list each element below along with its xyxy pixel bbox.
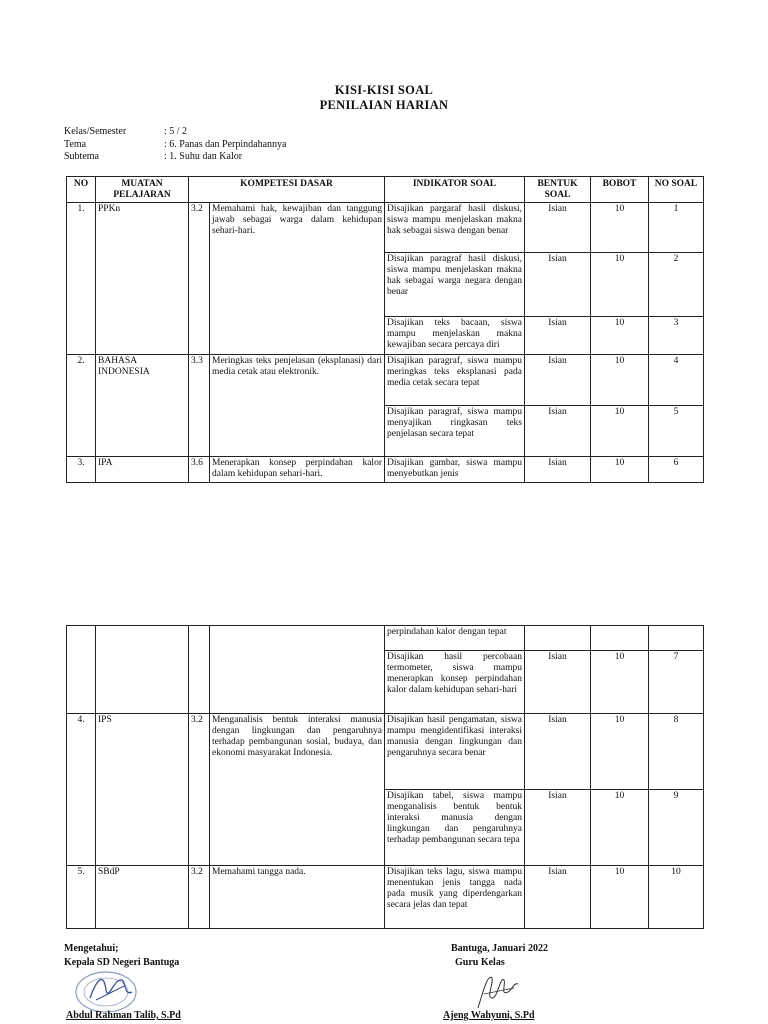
signature-left-line2: Kepala SD Negeri Bantuga — [64, 957, 180, 968]
meta-kelas — [64, 126, 187, 137]
signature-left-block — [64, 942, 179, 970]
row-bobot: 10 — [591, 253, 649, 317]
row-nosoal: 3 — [649, 317, 704, 355]
row-kd-text: Memahami hak, kewajiban dan tanggung jawab sebagai warga dalam kehidupan sehari-hari. — [210, 203, 385, 355]
empty-cell — [591, 626, 649, 651]
empty-cell — [189, 626, 210, 714]
row-muatan: IPS — [96, 714, 189, 866]
row-nosoal: 10 — [649, 866, 704, 929]
meta-label: Tema — [64, 139, 87, 150]
signature-right-line1: Bantuga, Januari 2022 — [451, 943, 548, 954]
row-indikator: Disajikan paragraf, siswa mampu menyajikan ringkasan teks penjelasan secara tepat — [385, 406, 525, 457]
empty-cell — [525, 626, 591, 651]
row-bobot: 10 — [591, 355, 649, 406]
school-stamp-signature — [66, 968, 166, 1014]
row-bobot: 10 — [591, 203, 649, 253]
row-nosoal: 9 — [649, 790, 704, 866]
row-kd-text: Meringkas teks penjelasan (eksplanasi) dari media cetak atau elektronik. — [210, 355, 385, 457]
row-bobot: 10 — [591, 790, 649, 866]
row-kd-no: 3.2 — [189, 714, 210, 866]
teacher-name: Ajeng Wahyuni, S.Pd — [443, 1010, 535, 1021]
row-kd-no: 3.2 — [189, 866, 210, 929]
empty-cell — [649, 626, 704, 651]
headmaster-name: Abdul Rahman Talib, S.Pd — [66, 1010, 181, 1021]
row-no: 3. — [67, 457, 96, 483]
row-indikator: Disajikan hasil pengamatan, siswa mampu mengidentifikasi interaksi manusia dengan lingkungan dan pengaruhnya secara benar — [385, 714, 525, 790]
row-nosoal: 7 — [649, 651, 704, 714]
header-no: NO — [67, 177, 96, 203]
row-bobot: 10 — [591, 651, 649, 714]
row-bentuk: Isian — [525, 651, 591, 714]
row-indikator: Disajikan pargaraf hasil diskusi, siswa mampu menjelaskan makna hak sebagai siswa dengan benar — [385, 203, 525, 253]
header-nosoal: NO SOAL — [649, 177, 704, 203]
row-indikator: Disajikan tabel, siswa mampu menganalisis bentuk bentuk interaksi manusia dengan lingkungan dan pengaruhnya terhadap pembangunan secara tepa — [385, 790, 525, 866]
table-row — [67, 866, 704, 929]
row-muatan: IPA — [96, 457, 189, 483]
row-bobot: 10 — [591, 714, 649, 790]
row-kd-no: 3.2 — [189, 203, 210, 355]
meta-tema — [64, 139, 286, 150]
row-bentuk: Isian — [525, 790, 591, 866]
row-nosoal: 2 — [649, 253, 704, 317]
row-indikator: Disajikan gambar, siswa mampu menyebutkan jenis — [385, 457, 525, 483]
row-kd-text: Menerapkan konsep perpindahan kalor dalam kehidupan sehari-hari. — [210, 457, 385, 483]
row-indikator: Disajikan teks bacaan, siswa mampu menjelaskan makna kewajiban secara percaya diri — [385, 317, 525, 355]
row-muatan: SBdP — [96, 866, 189, 929]
document-subtitle: PENILAIAN HARIAN — [319, 98, 449, 112]
meta-label: Kelas/Semester — [64, 126, 127, 137]
signature-right-line2: Guru Kelas — [455, 957, 505, 968]
row-muatan: PPKn — [96, 203, 189, 355]
row-indikator: Disajikan paragraf hasil diskusi, siswa mampu menjelaskan makna hak sebagai warga negara dengan benar — [385, 253, 525, 317]
row-no: 5. — [67, 866, 96, 929]
row-indikator: Disajikan hasil percobaan termometer, siswa mampu menerapkan konsep perpindahan kalor dalam kehidupan sehari-hari — [385, 651, 525, 714]
row-no: 4. — [67, 714, 96, 866]
row-nosoal: 1 — [649, 203, 704, 253]
row-bobot: 10 — [591, 406, 649, 457]
row-kd-no: 3.3 — [189, 355, 210, 457]
meta-subtema — [64, 151, 242, 162]
row-muatan: BAHASA INDONESIA — [96, 355, 189, 457]
row-kd-text: Memahami tangga nada. — [210, 866, 385, 929]
row-bobot: 10 — [591, 866, 649, 929]
row-bobot: 10 — [591, 457, 649, 483]
header-muatan: MUATAN PELAJARAN — [96, 177, 189, 203]
row-nosoal: 8 — [649, 714, 704, 790]
kisi-kisi-table-page1 — [66, 176, 704, 483]
signature-right-block — [451, 942, 548, 970]
document-title: KISI-KISI SOAL — [334, 83, 434, 97]
row-indikator: perpindahan kalor dengan tepat — [385, 626, 525, 651]
row-bentuk: Isian — [525, 253, 591, 317]
row-nosoal: 6 — [649, 457, 704, 483]
teacher-signature — [470, 968, 530, 1012]
row-no: 1. — [67, 203, 96, 355]
table-header — [67, 177, 704, 203]
row-nosoal: 5 — [649, 406, 704, 457]
empty-cell — [67, 626, 96, 714]
header-indikator: INDIKATOR SOAL — [385, 177, 525, 203]
meta-label: Subtema — [64, 151, 99, 162]
row-bobot: 10 — [591, 317, 649, 355]
meta-value: : 5 / 2 — [164, 126, 188, 137]
header-bobot: BOBOT — [591, 177, 649, 203]
row-indikator: Disajikan teks lagu, siswa mampu menentukan jenis tangga nada pada musik yang diperdengarkan secara jelas dan tepat — [385, 866, 525, 929]
header-kd: KOMPETESI DASAR — [189, 177, 385, 203]
table-row — [67, 203, 704, 253]
row-bentuk: Isian — [525, 457, 591, 483]
kisi-kisi-table-page2 — [66, 625, 704, 929]
table-row — [67, 714, 704, 790]
row-kd-no: 3.6 — [189, 457, 210, 483]
header-bentuk: BENTUK SOAL — [525, 177, 591, 203]
row-no: 2. — [67, 355, 96, 457]
row-bentuk: Isian — [525, 355, 591, 406]
empty-cell — [210, 626, 385, 714]
row-bentuk: Isian — [525, 866, 591, 929]
row-bentuk: Isian — [525, 714, 591, 790]
row-bentuk: Isian — [525, 203, 591, 253]
row-kd-text: Menganalisis bentuk interaksi manusia dengan lingkungan dan pengaruhnya terhadap pembangunan sosial, budaya, dan ekonomi masyarakat Indonesia. — [210, 714, 385, 866]
row-indikator: Disajikan paragraf, siswa mampu meringkas teks eksplanasi pada media cetak secara tepat — [385, 355, 525, 406]
signature-left-line1: Mengetahui; — [64, 943, 119, 954]
row-bentuk: Isian — [525, 406, 591, 457]
meta-value: : 6. Panas dan Perpindahannya — [164, 139, 287, 150]
table-row — [67, 457, 704, 483]
table-row — [67, 626, 704, 651]
empty-cell — [96, 626, 189, 714]
meta-value: : 1. Suhu dan Kalor — [164, 151, 243, 162]
table-row — [67, 355, 704, 406]
row-bentuk: Isian — [525, 317, 591, 355]
row-nosoal: 4 — [649, 355, 704, 406]
